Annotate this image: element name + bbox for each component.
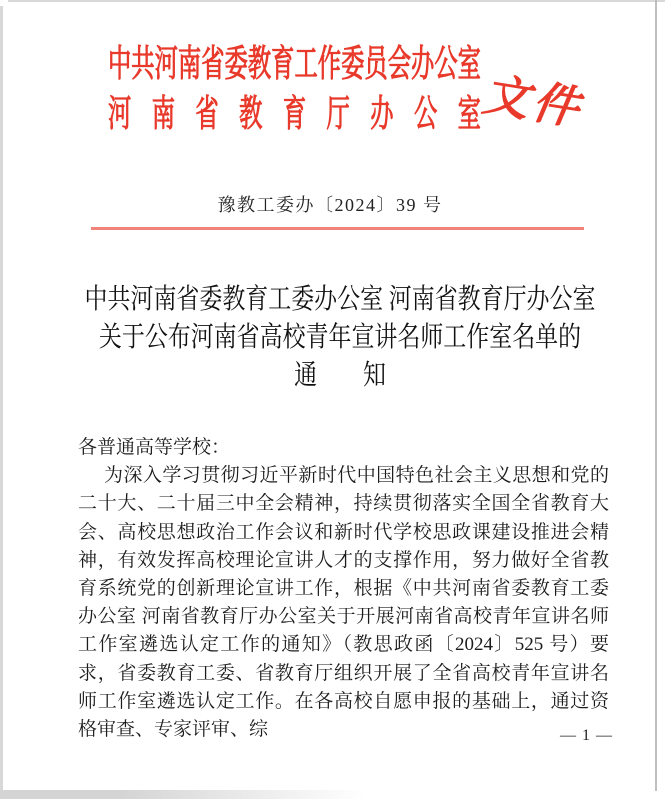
title-line2: 关于公布河南省高校青年宣讲名师工作室名单的 — [98, 322, 582, 353]
document-title — [0, 281, 665, 395]
body-paragraph: 为深入学习贯彻习近平新时代中国特色社会主义思想和党的二十大、二十届三中全会精神，持续贯彻落实全国全省教育大会、高校思想政治工作会议和新时代学校思政课建设推进会精神，有效发挥高校理论宣讲人才的支撑作用，努力做好全省教育系统党的创新理论宣讲工作，根据《中共河南省委教育工委办公室 河南省教育厅办公室关于开展河南省高校青年宣讲名师工作室遴选认定工作的通知》（教思政函〔2024〕525 号）要求，省委教育工委、省教育厅组织开展了全省高校青年宣讲名师工作室遴选认定工作。在各高校自愿申报的基础上，通过资格审查、专家评审、综 — [78, 465, 609, 741]
document-number: 豫教工委办〔2024〕39 号 — [217, 195, 443, 215]
page-edge-bottom — [0, 790, 665, 799]
red-divider-rule — [91, 227, 584, 230]
letterhead-doc-type-stamp: 文件 — [476, 70, 597, 135]
letterhead-org-line1: 中 共 河 南 省 委 教 育 工 作 委 员 会 办 公 室 — [108, 44, 481, 85]
page-edge-top — [8, 0, 665, 2]
document-body — [78, 434, 609, 744]
salutation: 各普通高等学校： — [78, 437, 231, 458]
title-line1: 中共河南省委教育工委办公室 河南省教育厅办公室 — [84, 284, 596, 315]
page-edge-left — [0, 6, 3, 799]
title-line3: 通 知 — [294, 360, 386, 391]
letterhead-org-line2: 河 南 省 教 育 厅 办 公 室 — [108, 94, 481, 135]
page-number: — 1 — — [560, 727, 613, 744]
